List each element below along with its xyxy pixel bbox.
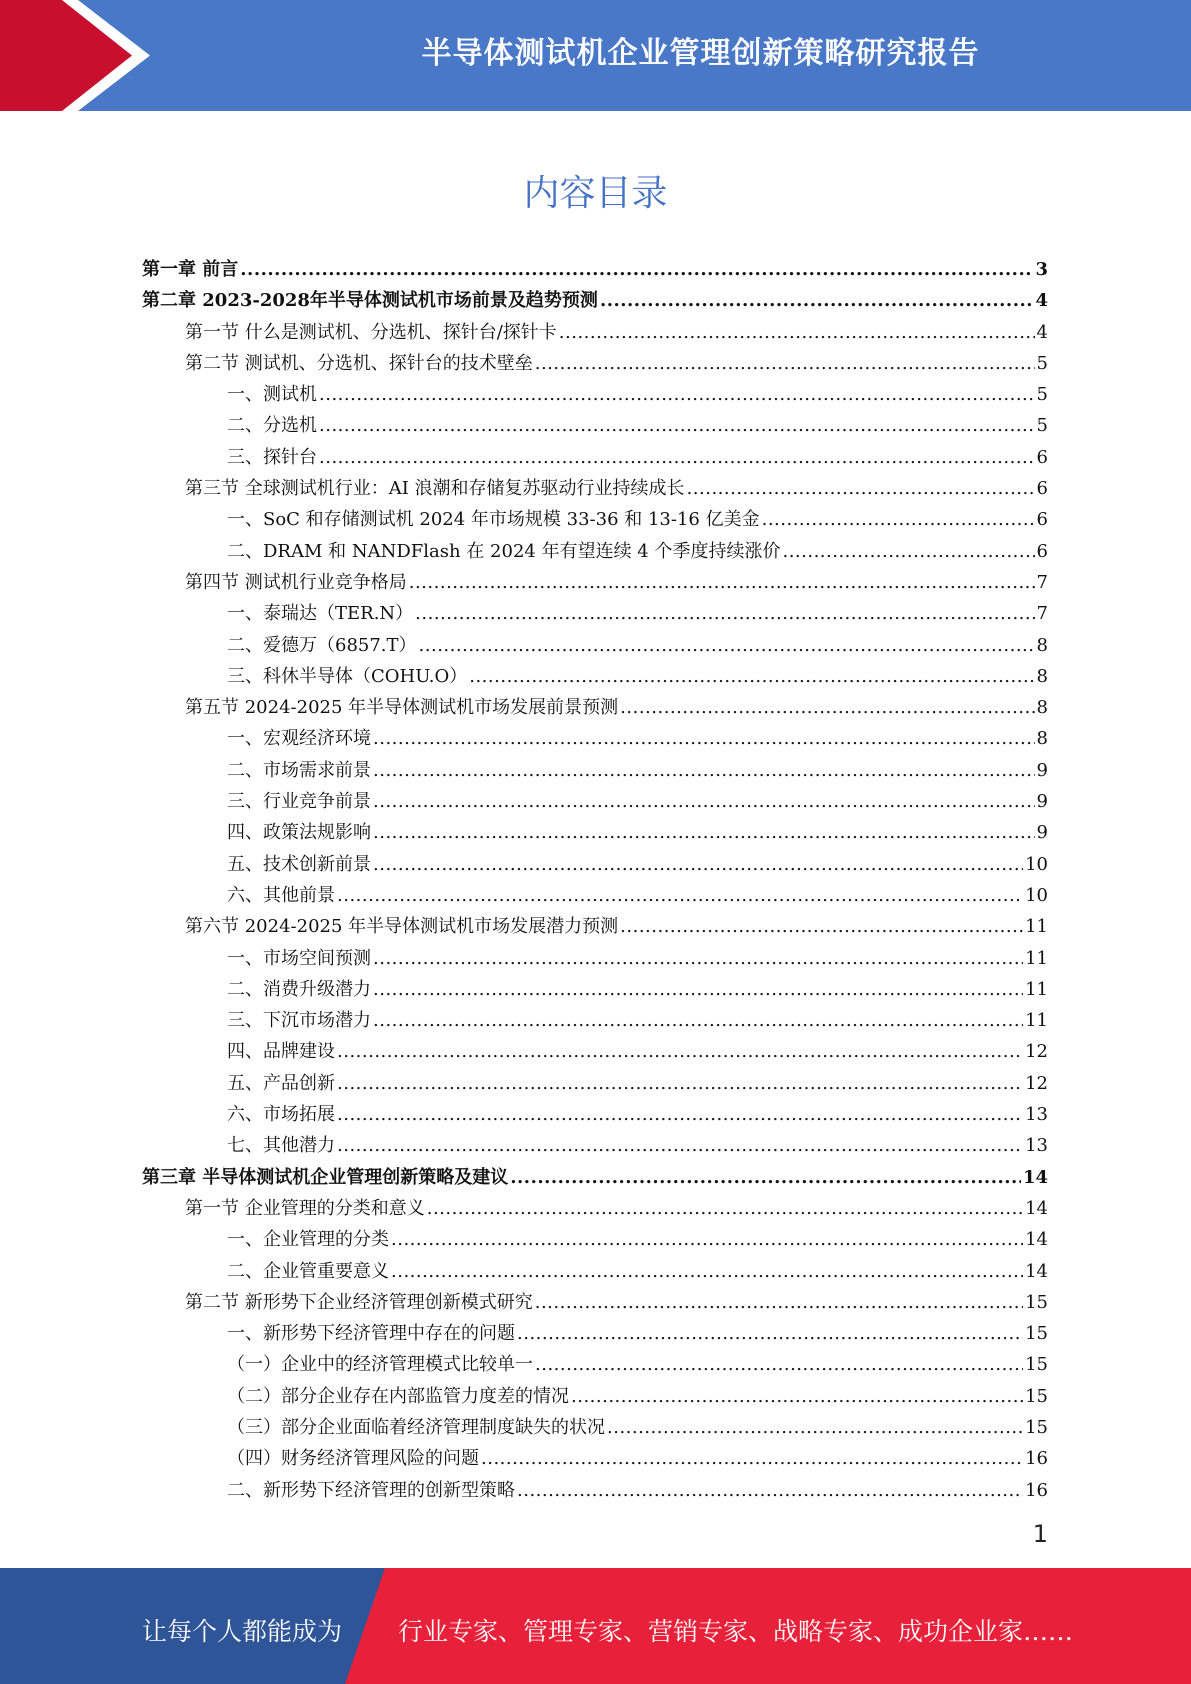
toc-entry[interactable] bbox=[142, 1287, 1048, 1318]
toc-entry[interactable] bbox=[142, 943, 1048, 974]
toc-entry[interactable] bbox=[142, 1036, 1048, 1067]
toc-entry[interactable] bbox=[142, 410, 1048, 441]
toc-entry[interactable] bbox=[142, 504, 1048, 535]
toc-entry-page: 6 bbox=[1036, 478, 1048, 500]
toc-entry-title: 第三节 全球测试机行业：AI 浪潮和存储复苏驱动行业持续成长 bbox=[185, 478, 685, 500]
toc-leader-dots bbox=[373, 817, 1035, 848]
toc-entry[interactable] bbox=[142, 442, 1048, 473]
toc-entry-title: 第一节 企业管理的分类和意义 bbox=[185, 1197, 425, 1219]
toc-entry[interactable] bbox=[142, 285, 1048, 316]
toc-entry-page: 6 bbox=[1036, 540, 1048, 562]
toc-entry[interactable] bbox=[142, 567, 1048, 598]
toc-entry-title: 一、泰瑞达（TER.N） bbox=[227, 603, 414, 625]
toc-leader-dots bbox=[337, 1130, 1023, 1161]
toc-entry-page: 5 bbox=[1036, 384, 1048, 406]
toc-entry[interactable] bbox=[142, 1162, 1048, 1193]
toc-entry-page: 3 bbox=[1035, 259, 1048, 280]
toc-entry-page: 16 bbox=[1025, 1448, 1048, 1470]
toc-entry[interactable] bbox=[142, 254, 1048, 285]
toc-entry-page: 13 bbox=[1025, 1104, 1048, 1126]
footer-banner bbox=[0, 1568, 1191, 1684]
toc-entry-page: 7 bbox=[1036, 571, 1048, 593]
toc-entry[interactable] bbox=[142, 1068, 1048, 1099]
toc-entry-title: 四、品牌建设 bbox=[227, 1041, 335, 1063]
toc-leader-dots bbox=[762, 504, 1035, 535]
toc-entry-page: 12 bbox=[1025, 1072, 1048, 1094]
toc-leader-dots bbox=[409, 567, 1035, 598]
toc-entry[interactable] bbox=[142, 1224, 1048, 1255]
toc-leader-dots bbox=[535, 1287, 1023, 1318]
toc-leader-dots bbox=[319, 410, 1035, 441]
toc-entry[interactable] bbox=[142, 1099, 1048, 1130]
toc-leader-dots bbox=[373, 755, 1035, 786]
toc-entry-title: （二）部分企业存在内部监管力度差的情况 bbox=[227, 1385, 569, 1407]
table-of-contents bbox=[142, 254, 1048, 1506]
toc-entry-page: 6 bbox=[1036, 509, 1048, 531]
toc-entry-title: 三、行业竞争前景 bbox=[227, 791, 371, 813]
toc-leader-dots bbox=[517, 1318, 1023, 1349]
toc-entry[interactable] bbox=[142, 1318, 1048, 1349]
toc-entry-title: 二、爱德万（6857.T） bbox=[227, 634, 417, 656]
toc-entry-title: 第五节 2024-2025 年半导体测试机市场发展前景预测 bbox=[185, 697, 619, 719]
toc-entry-title: （四）财务经济管理风险的问题 bbox=[227, 1448, 479, 1470]
toc-entry[interactable] bbox=[142, 723, 1048, 754]
toc-entry[interactable] bbox=[142, 1412, 1048, 1443]
toc-entry[interactable] bbox=[142, 661, 1048, 692]
toc-entry-page: 9 bbox=[1036, 791, 1048, 813]
report-title: 半导体测试机企业管理创新策略研究报告 bbox=[421, 36, 980, 71]
toc-leader-dots bbox=[517, 1475, 1023, 1506]
toc-entry-page: 6 bbox=[1036, 446, 1048, 468]
toc-leader-dots bbox=[469, 661, 1034, 692]
toc-entry-page: 8 bbox=[1036, 697, 1048, 719]
toc-entry-title: 第二章 2023-2028年半导体测试机市场前景及趋势预测 bbox=[142, 290, 598, 312]
toc-entry-page: 5 bbox=[1036, 352, 1048, 374]
toc-entry-page: 4 bbox=[1035, 290, 1048, 312]
toc-leader-dots bbox=[535, 348, 1035, 379]
toc-leader-dots bbox=[391, 1256, 1023, 1287]
toc-entry-title: 一、宏观经济环境 bbox=[227, 728, 371, 750]
toc-leader-dots bbox=[481, 1443, 1023, 1474]
toc-entry[interactable] bbox=[142, 1443, 1048, 1474]
toc-entry-page: 5 bbox=[1036, 415, 1048, 437]
toc-entry[interactable] bbox=[142, 1349, 1048, 1380]
toc-entry-title: 三、探针台 bbox=[227, 446, 317, 468]
toc-entry-page: 14 bbox=[1022, 1166, 1048, 1188]
header-banner bbox=[0, 0, 1191, 111]
toc-entry-page: 14 bbox=[1025, 1229, 1048, 1251]
toc-entry-page: 16 bbox=[1025, 1479, 1048, 1501]
toc-leader-dots bbox=[319, 379, 1035, 410]
toc-entry[interactable] bbox=[142, 598, 1048, 629]
toc-leader-dots bbox=[687, 473, 1035, 504]
toc-entry-title: 一、市场空间预测 bbox=[227, 947, 371, 969]
toc-leader-dots bbox=[337, 1099, 1023, 1130]
toc-entry-title: 六、其他前景 bbox=[227, 884, 335, 906]
toc-entry-title: 第一章 前言 bbox=[142, 259, 239, 280]
toc-leader-dots bbox=[337, 1068, 1023, 1099]
toc-entry-page: 11 bbox=[1025, 978, 1048, 1000]
toc-entry-title: 第二节 新形势下企业经济管理创新模式研究 bbox=[185, 1291, 533, 1313]
toc-entry-page: 9 bbox=[1036, 759, 1048, 781]
toc-entry-title: 第四节 测试机行业竞争格局 bbox=[185, 571, 407, 593]
toc-entry[interactable] bbox=[142, 317, 1048, 348]
toc-entry[interactable] bbox=[142, 348, 1048, 379]
toc-leader-dots bbox=[415, 598, 1034, 629]
toc-entry[interactable] bbox=[142, 1256, 1048, 1287]
toc-leader-dots bbox=[373, 723, 1035, 754]
toc-entry[interactable] bbox=[142, 755, 1048, 786]
toc-entry-title: 七、其他潜力 bbox=[227, 1135, 335, 1157]
toc-entry-page: 15 bbox=[1025, 1385, 1048, 1407]
toc-entry-title: 五、产品创新 bbox=[227, 1072, 335, 1094]
toc-entry[interactable] bbox=[142, 1005, 1048, 1036]
toc-entry-page: 14 bbox=[1025, 1260, 1048, 1282]
toc-title: 内容目录 bbox=[523, 173, 668, 214]
toc-entry[interactable] bbox=[142, 849, 1048, 880]
toc-entry-title: 二、消费升级潜力 bbox=[227, 978, 371, 1000]
toc-entry-page: 11 bbox=[1025, 947, 1048, 969]
toc-entry-page: 14 bbox=[1025, 1197, 1048, 1219]
page-number: 1 bbox=[1032, 1520, 1048, 1548]
toc-entry-title: 三、科休半导体（COHU.O） bbox=[227, 665, 468, 687]
toc-entry[interactable] bbox=[142, 817, 1048, 848]
toc-entry-page: 10 bbox=[1025, 884, 1048, 906]
toc-leader-dots bbox=[559, 317, 1035, 348]
toc-entry[interactable] bbox=[142, 1475, 1048, 1506]
toc-leader-dots bbox=[620, 911, 1023, 942]
toc-entry-page: 12 bbox=[1025, 1041, 1048, 1063]
toc-entry[interactable] bbox=[142, 536, 1048, 567]
toc-entry[interactable] bbox=[142, 1130, 1048, 1161]
toc-entry-title: 一、测试机 bbox=[227, 384, 317, 406]
toc-entry-page: 11 bbox=[1025, 1010, 1048, 1032]
toc-leader-dots bbox=[373, 786, 1035, 817]
toc-leader-dots bbox=[535, 1349, 1023, 1380]
toc-entry-page: 13 bbox=[1025, 1135, 1048, 1157]
toc-entry-title: 四、政策法规影响 bbox=[227, 822, 371, 844]
toc-entry-title: 三、下沉市场潜力 bbox=[227, 1010, 371, 1032]
toc-entry-title: 二、新形势下经济管理的创新型策略 bbox=[227, 1479, 515, 1501]
toc-entry-title: 一、企业管理的分类 bbox=[227, 1229, 389, 1251]
toc-entry-title: 第六节 2024-2025 年半导体测试机市场发展潜力预测 bbox=[185, 916, 619, 938]
toc-entry[interactable] bbox=[142, 379, 1048, 410]
toc-leader-dots bbox=[510, 1162, 1021, 1193]
footer-slogan-left: 让每个人都能成为 bbox=[142, 1617, 343, 1646]
toc-entry-title: 第二节 测试机、分选机、探针台的技术壁垒 bbox=[185, 352, 533, 374]
toc-entry[interactable] bbox=[142, 880, 1048, 911]
toc-entry-title: 第三章 半导体测试机企业管理创新策略及建议 bbox=[142, 1166, 509, 1188]
toc-entry-title: 二、DRAM 和 NANDFlash 在 2024 年有望连续 4 个季度持续涨价 bbox=[227, 540, 781, 562]
toc-leader-dots bbox=[319, 442, 1035, 473]
toc-leader-dots bbox=[600, 285, 1034, 316]
toc-entry-title: 二、市场需求前景 bbox=[227, 759, 371, 781]
toc-leader-dots bbox=[391, 1224, 1023, 1255]
toc-leader-dots bbox=[607, 1412, 1023, 1443]
toc-entry[interactable] bbox=[142, 692, 1048, 723]
toc-entry[interactable] bbox=[142, 1193, 1048, 1224]
toc-entry-page: 9 bbox=[1036, 822, 1048, 844]
toc-entry[interactable] bbox=[142, 786, 1048, 817]
toc-entry-page: 8 bbox=[1036, 728, 1048, 750]
toc-entry-page: 8 bbox=[1036, 665, 1048, 687]
toc-entry[interactable] bbox=[142, 911, 1048, 942]
toc-entry[interactable] bbox=[142, 630, 1048, 661]
toc-entry-title: 二、企业管重要意义 bbox=[227, 1260, 389, 1282]
toc-entry-title: 第一节 什么是测试机、分选机、探针台/探针卡 bbox=[185, 321, 557, 343]
toc-leader-dots bbox=[620, 692, 1034, 723]
toc-leader-dots bbox=[373, 1005, 1023, 1036]
toc-entry-title: （一）企业中的经济管理模式比较单一 bbox=[227, 1354, 533, 1376]
toc-leader-dots bbox=[782, 536, 1034, 567]
toc-entry-page: 4 bbox=[1036, 321, 1048, 343]
toc-entry-title: 一、新形势下经济管理中存在的问题 bbox=[227, 1323, 515, 1345]
toc-leader-dots bbox=[373, 849, 1023, 880]
toc-leader-dots bbox=[427, 1193, 1023, 1224]
toc-leader-dots bbox=[571, 1381, 1023, 1412]
toc-entry-title: （三）部分企业面临着经济管理制度缺失的状况 bbox=[227, 1416, 605, 1438]
toc-entry-page: 15 bbox=[1025, 1291, 1048, 1313]
toc-leader-dots bbox=[337, 880, 1023, 911]
toc-entry-page: 15 bbox=[1025, 1354, 1048, 1376]
toc-entry-page: 15 bbox=[1025, 1323, 1048, 1345]
toc-entry-title: 五、技术创新前景 bbox=[227, 853, 371, 875]
toc-leader-dots bbox=[240, 254, 1033, 285]
chevron-arrow-icon bbox=[0, 0, 160, 111]
toc-entry[interactable] bbox=[142, 974, 1048, 1005]
toc-entry-page: 8 bbox=[1036, 634, 1048, 656]
toc-entry-page: 7 bbox=[1036, 603, 1048, 625]
footer-slogan-right: 行业专家、管理专家、营销专家、战略专家、成功企业家…… bbox=[398, 1617, 1074, 1646]
toc-entry-page: 10 bbox=[1025, 853, 1048, 875]
toc-entry-page: 15 bbox=[1025, 1416, 1048, 1438]
toc-entry-title: 一、SoC 和存储测试机 2024 年市场规模 33-36 和 13-16 亿美金 bbox=[227, 509, 760, 531]
toc-entry[interactable] bbox=[142, 1381, 1048, 1412]
toc-leader-dots bbox=[373, 943, 1023, 974]
toc-entry-title: 六、市场拓展 bbox=[227, 1104, 335, 1126]
toc-entry[interactable] bbox=[142, 473, 1048, 504]
toc-entry-page: 11 bbox=[1025, 916, 1048, 938]
toc-leader-dots bbox=[337, 1036, 1023, 1067]
toc-entry-title: 二、分选机 bbox=[227, 415, 317, 437]
toc-leader-dots bbox=[373, 974, 1023, 1005]
toc-leader-dots bbox=[419, 630, 1035, 661]
